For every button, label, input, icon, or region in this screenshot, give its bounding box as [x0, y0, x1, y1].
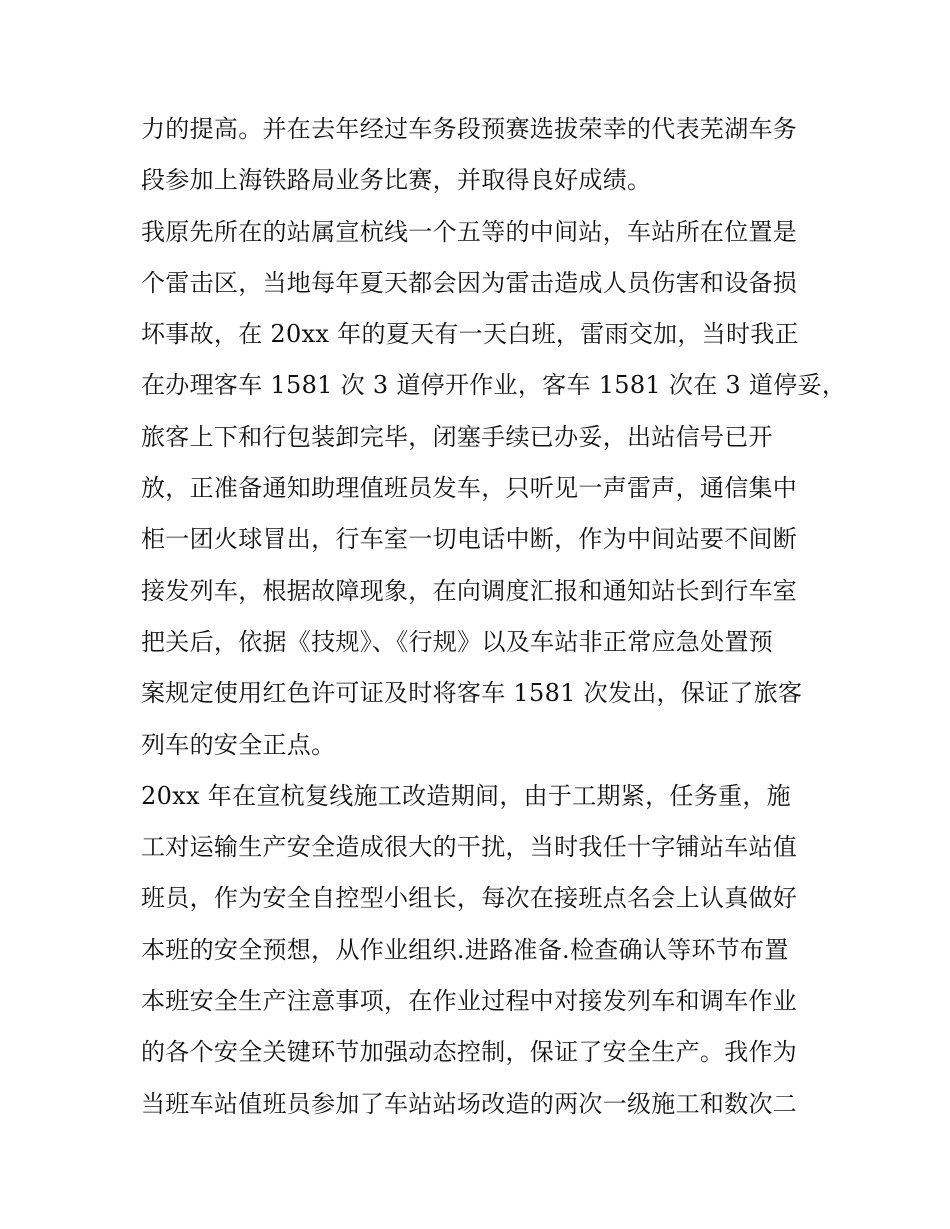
text-line: 我原先所在的站属宣杭线一个五等的中间站，车站所在位置是: [141, 217, 798, 246]
body-text: [141, 104, 847, 1130]
text-line: 放，正准备通知助理值班员发车，只听见一声雷声，通信集中: [141, 474, 798, 503]
text-line: 本班的安全预想，从作业组织.进路准备.检查确认等环节布置: [141, 935, 789, 964]
text-line: 个雷击区，当地每年夏天都会因为雷击造成人员伤害和设备损: [141, 268, 798, 297]
text-line: 接发列车，根据故障现象，在向调度汇报和通知站长到行车室: [141, 576, 798, 605]
text-line: 的各个安全关键环节加强动态控制，保证了安全生产。我作为: [141, 1038, 798, 1067]
text-line: 当班车站值班员参加了车站站场改造的两次一级施工和数次二: [141, 1089, 798, 1118]
text-line: 班员，作为安全自控型小组长，每次在接班点名会上认真做好: [141, 884, 798, 913]
text-line: 工对运输生产安全造成很大的干扰，当时我任十字铺站车站值: [141, 833, 798, 862]
text-line: 在办理客车 1581 次 3 道停开作业，客车 1581 次在 3 道停妥，: [141, 371, 847, 400]
text-line: 本班安全生产注意事项，在作业过程中对接发列车和调车作业: [141, 987, 798, 1016]
text-line: 20xx 年在宣杭复线施工改造期间，由于工期紧，任务重，施: [141, 781, 791, 810]
text-line: 案规定使用红色许可证及时将客车 1581 次发出，保证了旅客: [141, 679, 803, 708]
text-line: 旅客上下和行包装卸完毕，闭塞手续已办妥，出站信号已开: [141, 422, 773, 451]
text-line: 段参加上海铁路局业务比赛，并取得良好成绩。: [141, 166, 652, 195]
text-line: 力的提高。并在去年经过车务段预赛选拔荣幸的代表芜湖车务: [141, 115, 798, 143]
text-line: 柜一团火球冒出，行车室一切电话中断，作为中间站要不间断: [141, 525, 798, 554]
text-line: 列车的安全正点。: [141, 730, 336, 759]
text-line: 把关后，依据《技规》、《行规》以及车站非正常应急处置预: [141, 627, 774, 656]
text-line: 坏事故，在 20xx 年的夏天有一天白班，雷雨交加，当时我正: [141, 320, 799, 349]
